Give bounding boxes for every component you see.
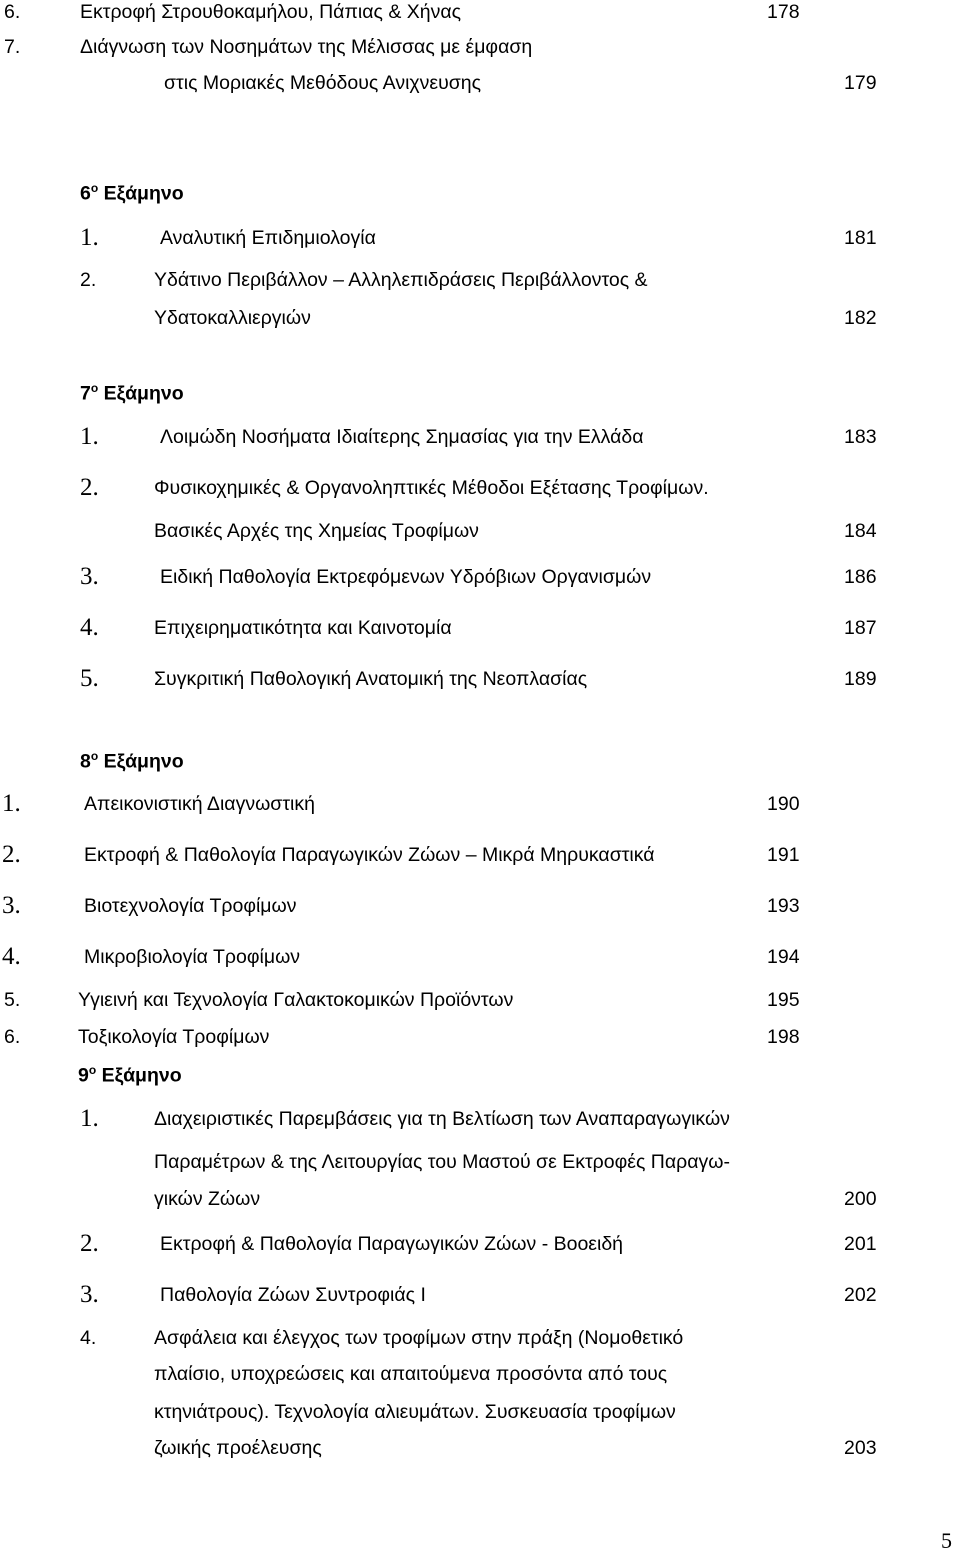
entry-page: 182 [844, 307, 877, 329]
entry-title: Επιχειρηματικότητα και Καινοτομία [154, 617, 452, 639]
entry-page: 201 [844, 1233, 877, 1255]
entry-number: 4. [80, 1327, 97, 1349]
entry-number: 1. [80, 1105, 99, 1132]
entry-number: 1. [80, 224, 99, 251]
entry-page: 193 [767, 895, 800, 917]
entry-title: Βιοτεχνολογία Τροφίμων [84, 895, 297, 917]
entry-title: Ασφάλεια και έλεγχος των τροφίμων στην πράξη (Νομοθετικό [154, 1327, 684, 1349]
entry-page: 178 [767, 1, 800, 23]
entry-page: 191 [767, 844, 800, 866]
entry-title: Τοξικολογία Τροφίμων [78, 1026, 270, 1048]
entry-page: 184 [844, 520, 877, 542]
semester-heading: $7^o$ Εξάμηνο [80, 381, 184, 405]
entry-title: Υγιεινή και Τεχνολογία Γαλακτοκομικών Προϊόντων [78, 989, 514, 1011]
entry-title: Λοιμώδη Νοσήματα Ιδιαίτερης Σημασίας για την Ελλάδα [160, 426, 644, 448]
entry-page: 190 [767, 793, 800, 815]
entry-page: 198 [767, 1026, 800, 1048]
entry-number: 1. [80, 423, 99, 450]
entry-number: 5. [4, 989, 21, 1011]
entry-title-continued: πλαίσιο, υποχρεώσεις και απαιτούμενα προσόντα από τους [154, 1363, 668, 1385]
entry-page: 179 [844, 72, 877, 94]
entry-number: 6. [4, 1026, 21, 1048]
entry-page: 183 [844, 426, 877, 448]
entry-title-continued: ζωικής προέλευσης [154, 1437, 322, 1459]
entry-page: 186 [844, 566, 877, 588]
entry-number: 1. [2, 790, 21, 817]
entry-page: 181 [844, 227, 877, 249]
entry-number: 4. [2, 943, 21, 970]
semester-heading: $8^o$ Εξάμηνο [80, 749, 184, 773]
semester-heading: $9^o$ Εξάμηνο [78, 1063, 182, 1087]
entry-title: Εκτροφή Στρουθοκαμήλου, Πάπιας & Χήνας [80, 1, 462, 23]
entry-title: Συγκριτική Παθολογική Ανατομική της Νεοπλασίας [154, 668, 588, 690]
entry-title-continued: Παραμέτρων & της Λειτουργίας του Μαστού σε Εκτροφές Παραγω- [154, 1151, 730, 1173]
entry-title-continued: Υδατοκαλλιεργιών [154, 307, 311, 329]
entry-title: Υδάτινο Περιβάλλον – Αλληλεπιδράσεις Περιβάλλοντος & [154, 269, 648, 291]
entry-number: 2. [80, 474, 99, 501]
entry-page: 194 [767, 946, 800, 968]
entry-page: 195 [767, 989, 800, 1011]
entry-page: 187 [844, 617, 877, 639]
page-number: 5 [941, 1528, 952, 1553]
entry-title: Απεικονιστική Διαγνωστική [84, 793, 315, 815]
entry-title: Εκτροφή & Παθολογία Παραγωγικών Ζώων - Βοοειδή [160, 1233, 624, 1255]
entry-page: 203 [844, 1437, 877, 1459]
entry-number: 2. [80, 269, 97, 291]
semester-heading: $6^o$ Εξάμηνο [80, 181, 184, 205]
entry-title-continued: Βασικές Αρχές της Χημείας Τροφίμων [154, 520, 479, 542]
entry-title-continued: γικών Ζώων [154, 1188, 261, 1210]
entry-title: Ειδική Παθολογία Εκτρεφόμενων Υδρόβιων Οργανισμών [160, 566, 652, 588]
entry-number: 3. [2, 892, 21, 919]
entry-title: Διαχειριστικές Παρεμβάσεις για τη Βελτίωση των Αναπαραγωγικών [154, 1108, 730, 1130]
entry-title-continued: στις Μοριακές Μεθόδους Ανιχνευσης [164, 72, 482, 94]
entry-number: 5. [80, 665, 99, 692]
entry-title: Φυσικοχημικές & Οργανοληπτικές Μέθοδοι Εξέτασης Τροφίμων. [154, 477, 709, 499]
entry-number: 3. [80, 563, 99, 590]
entry-number: 2. [2, 841, 21, 868]
entry-page: 202 [844, 1284, 877, 1306]
entry-number: 2. [80, 1230, 99, 1257]
entry-number: 3. [80, 1281, 99, 1308]
entry-page: 189 [844, 668, 877, 690]
entry-number: 6. [4, 1, 21, 23]
entry-page: 200 [844, 1188, 877, 1210]
entry-number: 4. [80, 614, 99, 641]
entry-title: Παθολογία Ζώων Συντροφιάς Ι [160, 1284, 426, 1306]
entry-title-continued: κτηνιάτρους). Τεχνολογία αλιευμάτων. Συσκευασία τροφίμων [154, 1401, 676, 1423]
entry-title: Μικροβιολογία Τροφίμων [84, 946, 301, 968]
entry-number: 7. [4, 36, 21, 58]
entry-title: Διάγνωση των Νοσημάτων της Μέλισσας με έμφαση [80, 36, 533, 58]
entry-title: Αναλυτική Επιδημιολογία [160, 227, 376, 249]
entry-title: Εκτροφή & Παθολογία Παραγωγικών Ζώων – Μικρά Μηρυκαστικά [84, 844, 655, 866]
